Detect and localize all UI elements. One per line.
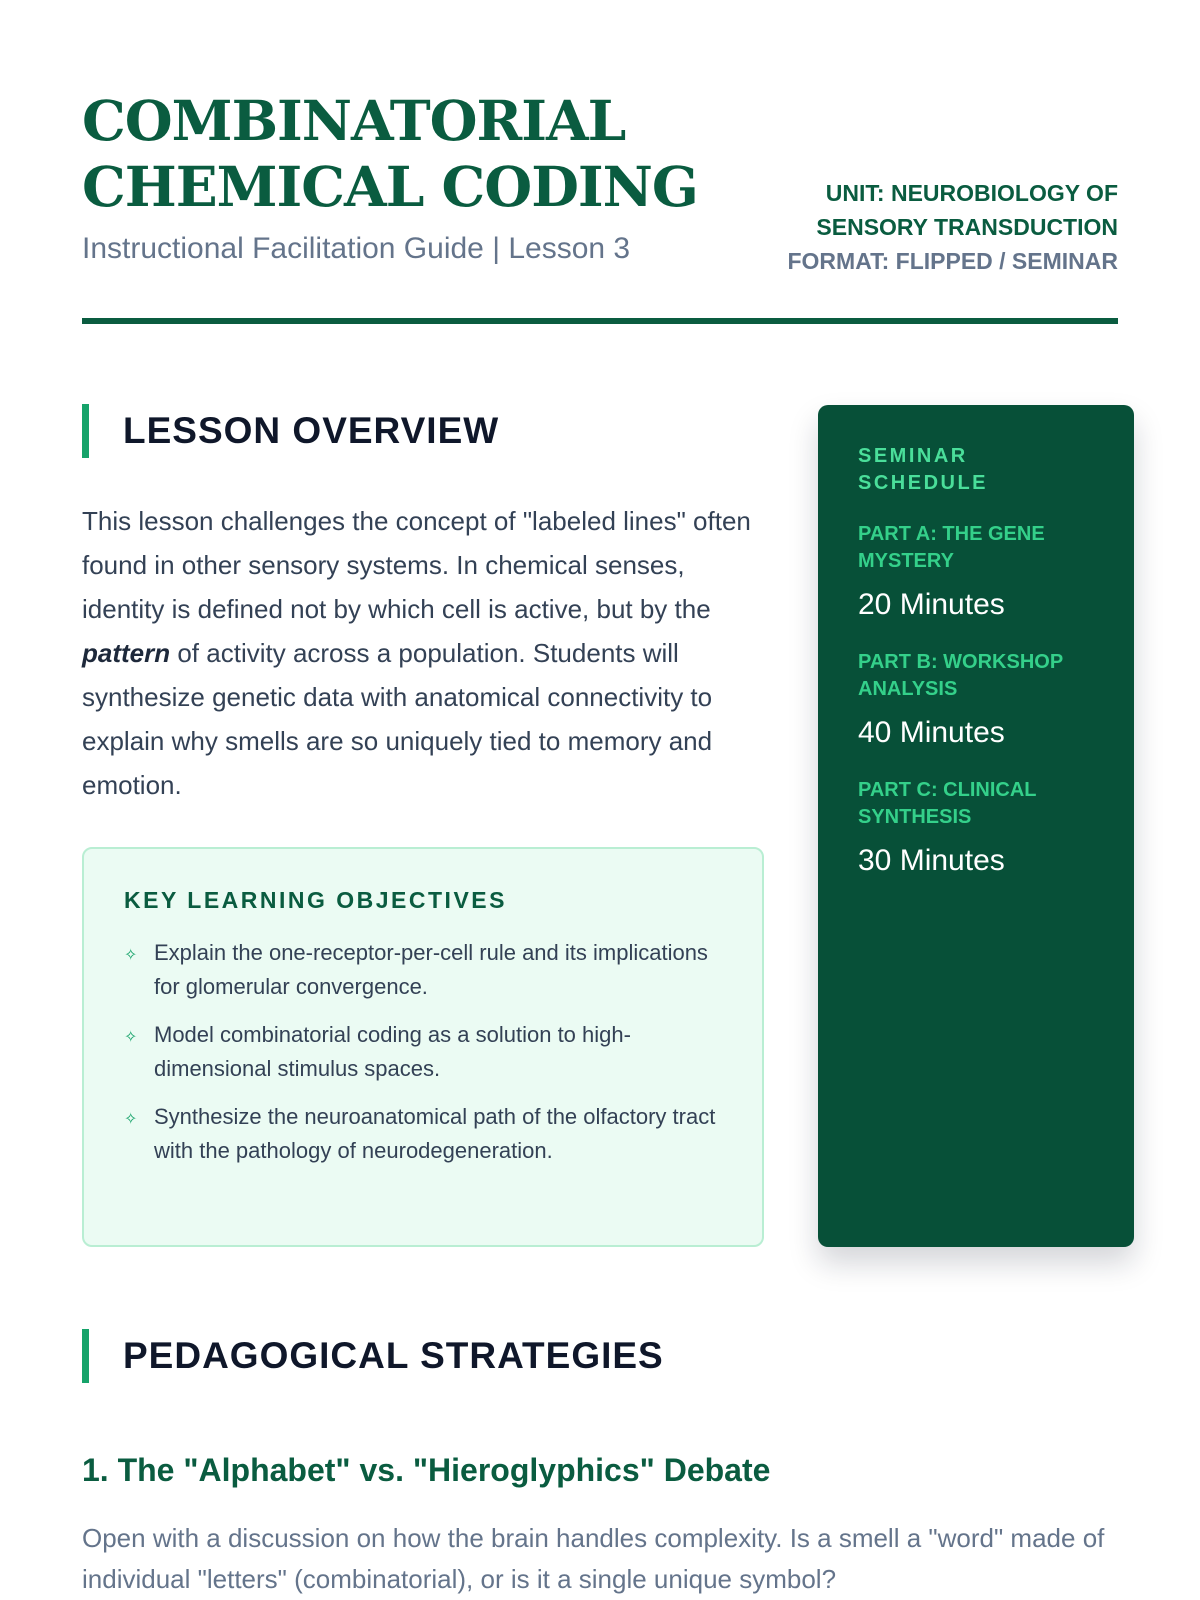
objectives-title: KEY LEARNING OBJECTIVES	[124, 887, 507, 913]
objectives-box	[82, 847, 764, 1247]
overview-heading: LESSON OVERVIEW	[82, 404, 499, 458]
title-line-1: COMBINATORIAL	[82, 88, 626, 153]
page-title	[82, 88, 698, 220]
sparkle-bullet-icon: ✧	[124, 1111, 138, 1128]
schedule-part-duration: 40 Minutes	[858, 716, 1005, 749]
overview-emphasis: pattern	[82, 638, 171, 668]
schedule-part-label: PART A: THE GENE MYSTERY	[858, 523, 1045, 572]
schedule-title: SEMINAR SCHEDULE	[858, 445, 989, 494]
strategy-1-heading: 1. The "Alphabet" vs. "Hieroglyphics" Debate	[82, 1452, 771, 1488]
page-subtitle: Instructional Facilitation Guide | Lesson 3	[82, 232, 631, 265]
objectives-list	[124, 936, 722, 1168]
schedule-part	[858, 777, 1094, 879]
schedule-part-duration: 30 Minutes	[858, 844, 1005, 877]
overview-text-start: This lesson challenges the concept of "labeled lines" often found in other sensory systems. In chemical senses, identity is defined not by which cell is active, but by the	[82, 506, 751, 624]
seminar-schedule-card	[818, 405, 1134, 1247]
objective-text: Model combinatorial coding as a solution to high-dimensional stimulus spaces.	[154, 1022, 631, 1081]
overview-text-end: of activity across a population. Students will synthesize genetic data with anatomical connectivity to explain why smells are so uniquely tied to memory and emotion.	[82, 638, 713, 800]
objective-item	[124, 936, 722, 1004]
unit-line-1: UNIT: NEUROBIOLOGY OF	[825, 180, 1118, 206]
schedule-part-duration: 20 Minutes	[858, 588, 1005, 621]
overview-paragraph	[82, 499, 772, 807]
objective-text: Explain the one-receptor-per-cell rule and its implications for glomerular convergence.	[154, 940, 708, 999]
schedule-part-label: PART C: CLINICAL SYNTHESIS	[858, 779, 1037, 828]
schedule-part-label: PART B: WORKSHOP ANALYSIS	[858, 651, 1063, 700]
unit-line-2: SENSORY TRANSDUCTION	[816, 214, 1118, 240]
schedule-part	[858, 649, 1094, 751]
sparkle-bullet-icon: ✧	[124, 1029, 138, 1046]
objective-text: Synthesize the neuroanatomical path of the olfactory tract with the pathology of neurodegeneration.	[154, 1104, 716, 1163]
lesson-meta	[787, 176, 1118, 278]
sparkle-bullet-icon: ✧	[124, 947, 138, 964]
schedule-part	[858, 521, 1094, 623]
objective-item	[124, 1100, 722, 1168]
objective-item	[124, 1018, 722, 1086]
strategies-heading: PEDAGOGICAL STRATEGIES	[82, 1329, 664, 1383]
page-header	[82, 0, 1118, 324]
title-line-2: CHEMICAL CODING	[82, 154, 698, 219]
format-label: FORMAT: FLIPPED / SEMINAR	[787, 248, 1118, 274]
strategy-1-text: Open with a discussion on how the brain handles complexity. Is a smell a "word" made of individual "letters" (combinatorial), or is it a single unique symbol?	[82, 1523, 1105, 1594]
